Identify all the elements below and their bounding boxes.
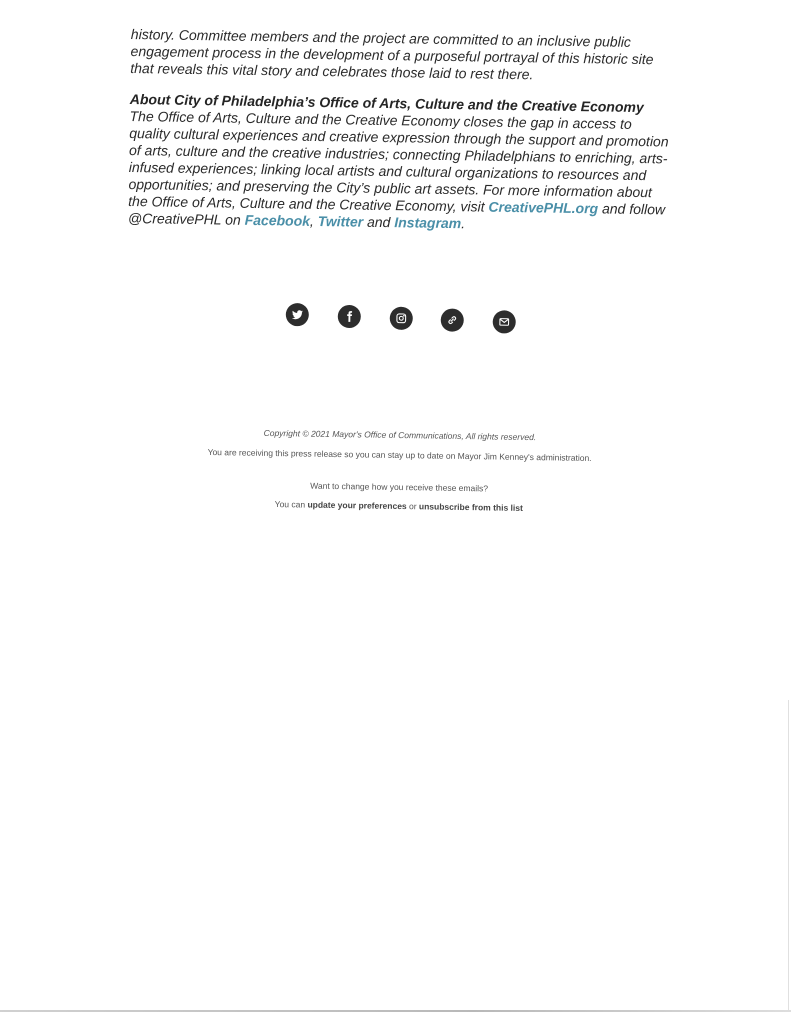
twitter-link[interactable]: Twitter <box>317 212 364 230</box>
about-heading: About City of Philadelphia’s Office of Arts, Culture and the Creative Economy <box>129 90 644 116</box>
copyright-text: Copyright © 2021 Mayor's Office of Communications, All rights reserved. <box>263 427 537 443</box>
about-body: The Office of Arts, Culture and the Creative Economy closes the gap in access to quality cultural experiences and creative expression through the support and promotion of arts, culture and the creative industries; connecting Philadelphians to enriching, arts-infused experiences; linking local artists and cultural organizations to resources and opportunities; and preserving the City’s public art assets. For more information about the Office of Arts, Culture and the Creative Economy, visit <box>128 107 669 215</box>
email-footer <box>149 426 650 515</box>
link-icon[interactable] <box>441 308 464 331</box>
or-text: or <box>406 501 420 512</box>
follow-text: and follow @CreativePHL on <box>127 200 666 228</box>
scan-edge-right <box>788 700 789 1010</box>
email-icon[interactable] <box>493 310 516 333</box>
period-text: . <box>461 215 466 232</box>
unsubscribe-link[interactable]: unsubscribe from this list <box>418 501 523 513</box>
you-can-text: You can <box>274 499 308 510</box>
comma-text: , <box>309 212 318 229</box>
creativephl-link[interactable]: CreativePHL.org <box>488 198 599 217</box>
preferences-line <box>149 497 649 515</box>
facebook-link[interactable]: Facebook <box>244 211 311 229</box>
intro-paragraph: history. Committee members and the project are committed to an inclusive public engagement process in the development of a purposeful portrayal of this historic site that reveals this vital story and celebrates those laid to rest there. <box>130 26 654 83</box>
twitter-icon[interactable] <box>286 303 309 326</box>
facebook-icon[interactable] <box>338 305 361 328</box>
receiving-notice: You are receiving this press release so you can stay up to date on Mayor Jim Kenney's administration. <box>207 446 592 464</box>
scan-edge-bottom <box>0 1010 791 1012</box>
update-preferences-link[interactable]: update your preferences <box>307 499 407 512</box>
and-text: and <box>363 213 395 231</box>
about-section <box>128 91 675 236</box>
change-prompt: Want to change how you receive these emails? <box>310 480 489 494</box>
instagram-link[interactable]: Instagram <box>394 214 462 232</box>
instagram-icon[interactable] <box>390 307 413 330</box>
press-release-body <box>128 26 676 236</box>
social-icons-row <box>286 303 526 337</box>
